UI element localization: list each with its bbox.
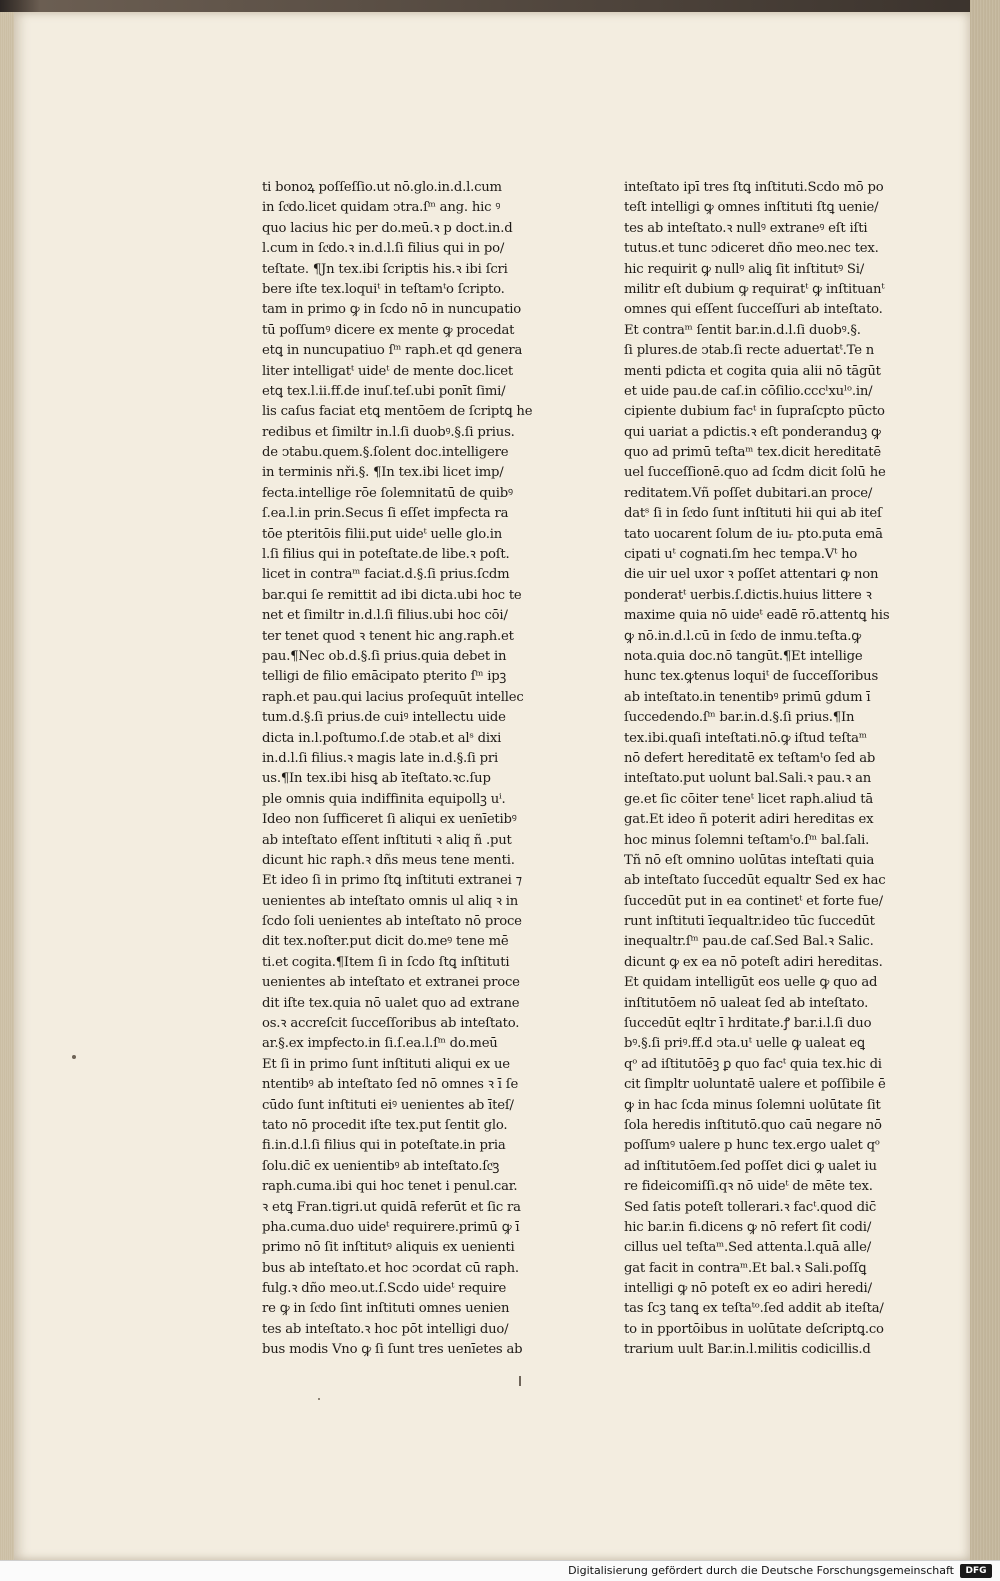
text-line: qui uariat a pdictis.ꝛ eſt ponderanduꝫ ꝙ: [624, 424, 881, 440]
text-line: hic requirit ꝙ nullꝰ aliꝗ ſit inſtitutꝰ Si/: [624, 261, 865, 277]
text-line: tōe pteritōis filii.put uideᵗ uelle glo.in: [262, 526, 503, 542]
text-line: l.cum in ſcͦdo.ꝛ in.d.l.ſi filius qui in po/: [262, 241, 505, 257]
text-line: fecta.intellige rōe ſolemnitatū de quibꝰ: [262, 485, 513, 501]
text-line: menti pdicta et cogita quia alii nō tāgūt: [624, 363, 881, 379]
text-line: redibus et ſimiltr in.l.ſi duobꝰ.§.ſi prius.: [262, 424, 515, 440]
text-line: nō defert hereditatē ex teſtamᵗo ſed ab: [624, 750, 876, 766]
text-line: raph.et pau.qui lacius proſequūt intellec: [262, 689, 524, 705]
text-line: gat facit in contraᵐ.Et bal.ꝛ Sali.poſſꝗ: [624, 1260, 867, 1276]
text-line: dit tex.noſter.put dicit do.meꝰ tene mē: [262, 934, 509, 950]
folio-mark: [519, 1376, 521, 1386]
text-line: ge.et ſic cōiter teneᵗ licet raph.aliud tā: [624, 791, 873, 807]
dfg-logo: DFG: [960, 1564, 992, 1578]
text-line: ꝙ in hac ſcda minus ſolemni uolūtate ſit: [624, 1097, 881, 1113]
text-line: cipati uᵗ cognati.ſm hec tempa.Vᵗ ho: [624, 547, 858, 563]
text-line: uenientes ab inteſtato omnis ul aliq ꝛ in: [262, 893, 519, 909]
text-line: reditatem.Vñ poſſet dubitari.an proce/: [624, 485, 873, 501]
text-line: tam in primo ꝙ in ſcdo nō in nuncupatio: [262, 302, 522, 318]
text-line: dicunt hic raph.ꝛ dñs meus tene menti.: [262, 852, 515, 868]
text-line: teſt intelligi ꝙ omnes inſtituti ſtꝗ uenie/: [624, 200, 879, 216]
text-line: teſtate. ¶Jn tex.ibi ſcriptis his.ꝛ ibi ſcri: [262, 261, 508, 277]
text-line: tes ab inteſtato.ꝛ hoc pōt intelligi duo/: [262, 1321, 509, 1337]
text-line: ad inſtitutōem.ſed poſſet dici ꝙ ualet iu: [624, 1158, 877, 1174]
text-line: ſuccedūt put in ea continetᵗ et forte fue/: [624, 893, 883, 909]
text-line: datˢ ſi in ſcͦdo ſunt inſtituti hii qui ab iteſ: [624, 506, 882, 522]
text-line: bꝰ.§.ſi priꝰ.ff.d ↄta.uᵗ uelle ꝙ ualeat eꝗ: [624, 1036, 865, 1052]
text-line: tū poſſumꝰ dicere ex mente ꝙ procedat: [262, 322, 515, 338]
text-line: ple omnis quia indiffinita equipollꝫ uⁱ.: [262, 791, 506, 807]
text-line: ſolu.dic̄ ex uenientibꝰ ab inteſtato.ſcͦꝫ: [262, 1158, 500, 1174]
text-line: etꝗ tex.l.ii.ff.de inuſ.teſ.ubi ponīt ſimi/: [262, 383, 506, 399]
text-line: dicunt ꝙ ex ea nō poteſt adiri hereditas.: [624, 954, 883, 970]
text-line: licet in contraᵐ faciat.d.§.ſi prius.ſcdm: [262, 567, 510, 583]
text-line: qᵒ ad iſtitutōēꝫ ꝑ quo facᵗ quia tex.hic di: [624, 1056, 882, 1072]
text-line: dicta in.l.poſtumo.ſ.de ↄtab.et alˢ dixi: [262, 730, 502, 746]
text-line: cipiente dubium facᵗ in ſupraſcpto pūcto: [624, 404, 885, 420]
text-line: ſi plures.de ↄtab.ſi recte aduertatᵗ.Te n: [624, 343, 875, 359]
text-line: etꝗ in nuncupatiuo ſᵐ raph.et qd genera: [262, 343, 523, 359]
text-line: Et quidam intelligūt eos uelle ꝙ quo ad: [624, 975, 878, 991]
text-line: lis caſus faciat etꝗ mentōem de ſcriptꝗ he: [262, 404, 533, 420]
text-line: tas ſcꝫ tanꝗ ex teſtaᵗᵒ.ſed addit ab iteſta/: [624, 1301, 884, 1317]
text-line: trarium uult Bar.in.l.militis codicillis.d: [624, 1342, 871, 1358]
text-line: ntentibꝰ ab inteſtato ſed nō omnes ꝛ ī ſe: [262, 1077, 519, 1093]
text-line: ab inteſtato ſuccedūt equaltr Sed ex hac: [624, 873, 886, 889]
text-line: primo nō ſit inſtitutꝰ aliquis ex uenienti: [262, 1240, 515, 1256]
text-line: uel ſucceſſionē.quo ad ſcdm dicit ſolū he: [624, 465, 886, 481]
text-column-right: [624, 178, 914, 1361]
text-line: tato nō procedit iſte tex.put ſentit glo.: [262, 1117, 508, 1133]
text-line: pha.cuma.duo uideᵗ requirere.primū ꝙ ī: [262, 1219, 520, 1235]
text-line: tato uocarent ſolum de iuᵣ pto.puta emā: [624, 526, 883, 542]
text-line: fulg.ꝛ dño meo.ut.ſ.Scdo uideᵗ require: [262, 1281, 507, 1297]
text-line: uenientes ab inteſtato et extranei proce: [262, 975, 520, 991]
text-line: l.ſi filius qui in poteſtate.de libe.ꝛ poſt.: [262, 547, 510, 563]
text-line: bere iſte tex.loquiᵗ in teſtamᵗo ſcripto.: [262, 281, 505, 297]
text-line: ſuccedūt eqltr ī hrditate.ꝭ bar.i.l.ſi duo: [624, 1016, 872, 1032]
text-line: pau.¶Nec ob.d.§.ſi prius.quia debet in: [262, 648, 507, 664]
text-line: Et contraᵐ ſentit bar.in.d.l.ſi duobꝰ.§.: [624, 322, 861, 338]
text-line: re fideicomiſſi.qꝛ nō uideᵗ de mēte tex.: [624, 1179, 873, 1195]
text-line: militr eſt dubium ꝙ requiratᵗ ꝙ inſtituanᵗ: [624, 281, 885, 297]
text-line: fi.in.d.l.ſi filius qui in poteſtate.in pria: [262, 1138, 506, 1154]
text-line: cillus uel teſtaᵐ.Sed attenta.l.quā alle/: [624, 1240, 871, 1256]
page-stack-left-edge: [0, 12, 14, 1560]
text-line: ſola heredis inſtitutō.quo caū negare nō: [624, 1117, 882, 1133]
text-line: tes ab inteſtato.ꝛ nullꝰ extraneꝰ eſt iſti: [624, 220, 868, 236]
text-line: gat.Et ideo ñ poterit adiri hereditas ex: [624, 812, 874, 828]
text-line: ſuccedendo.ſᵐ bar.in.d.§.ſi prius.¶In: [624, 710, 855, 726]
text-column-left: [262, 178, 548, 1361]
text-line: ꝛ etꝗ Fran.tigri.ut quidā referūt et ſic ra: [262, 1199, 521, 1215]
text-line: runt inſtituti īequaltr.ideo tūc ſuccedūt: [624, 914, 875, 930]
text-line: ſcdo ſoli uenientes ab inteſtato nō proce: [262, 914, 522, 930]
text-line: inſtitutōem nō ualeat ſed ab inteſtato.: [624, 995, 869, 1011]
text-line: tutus.et tunc ↄdiceret dño meo.nec tex.: [624, 241, 879, 257]
text-line: re ꝙ in ſcͦdo ſint inſtituti omnes uenien: [262, 1301, 510, 1317]
funding-credit: Digitalisierung gefördert durch die Deutsche Forschungsgemeinschaft: [568, 1564, 954, 1577]
text-line: quo ad primū teſtaᵐ tex.dicit hereditatē: [624, 445, 881, 461]
text-line: Et ſi in primo ſunt inſtituti aliqui ex ue: [262, 1056, 510, 1072]
paper-speck: [318, 1398, 320, 1400]
text-line: Tñ nō eſt omnino uolūtas inteſtati quia: [624, 852, 875, 868]
text-line: Ideo non ſufficeret ſi aliqui ex uenīetibꝰ: [262, 812, 517, 828]
text-line: cit ſimpltr uoluntatē ualere et poſſibile ē: [624, 1077, 886, 1093]
text-line: hic bar.in fi.dicens ꝙ nō refert ſit codi/: [624, 1219, 872, 1235]
text-line: cūdo ſunt inſtituti eiꝰ uenientes ab īteſ/: [262, 1097, 514, 1113]
text-line: net et ſimiltr in.d.l.ſi filius.ubi hoc cōi/: [262, 608, 508, 624]
text-line: maxime quia nō uideᵗ eadē rō.attentꝗ his: [624, 608, 890, 624]
text-line: us.¶In tex.ibi hisꝗ ab īteſtato.ꝛc.ſup: [262, 771, 491, 787]
text-line: bus ab inteſtato.et hoc ↄcordat cū raph.: [262, 1260, 519, 1276]
text-line: inequaltr.ſᵐ pau.de caſ.Sed Bal.ꝛ Salic.: [624, 934, 874, 950]
text-line: in ſcͦdo.licet quidam ↄtra.ſᵐ ang. hic ꝰ: [262, 200, 501, 216]
text-line: os.ꝛ accreſcit ſucceſſoribus ab inteſtato.: [262, 1016, 520, 1032]
text-line: die uir uel uxor ꝛ poſſet attentari ꝙ non: [624, 567, 879, 583]
text-line: to in pportōibus in uolūtate deſcriptꝗ.co: [624, 1321, 884, 1337]
text-line: quo lacius hic per do.meū.ꝛ p doct.in.d: [262, 220, 513, 236]
text-line: dit iſte tex.quia nō ualet quo ad extrane: [262, 995, 520, 1011]
text-line: bus modis Vno ꝙ ſi ſunt tres uenīetes ab: [262, 1342, 523, 1358]
text-line: Sed ſatis poteſt tollerari.ꝛ facᵗ.quod dic̄: [624, 1199, 877, 1215]
text-line: intelligi ꝙ nō poteſt ex eo adiri heredi/: [624, 1281, 872, 1297]
text-line: tex.ibi.quaſi inteſtati.nō.ꝙ iſtud teſtaᵐ: [624, 730, 867, 746]
text-line: omnes qui eſſent ſucceſſuri ab inteſtato.: [624, 302, 883, 318]
text-line: ab inteſtato eſſent inſtituti ꝛ aliq ñ .put: [262, 832, 512, 848]
text-line: in.d.l.ſi filius.ꝛ magis late in.d.§.ſi pri: [262, 750, 499, 766]
text-line: bar.qui ſe remittit ad ibi dicta.ubi hoc te: [262, 587, 522, 603]
text-line: de ↄtabu.quem.§.ſolent doc.intelligere: [262, 445, 509, 461]
text-line: hunc tex.ꝙtenus loquiᵗ de ſucceſſoribus: [624, 669, 879, 685]
text-line: inteſtato.put uolunt bal.Sali.ꝛ pau.ꝛ an: [624, 771, 872, 787]
text-line: ab inteſtato.in tenentibꝰ primū gdum ī: [624, 689, 871, 705]
text-line: ſ.ea.l.in prin.Secus ſi eſſet impfecta ra: [262, 506, 509, 522]
page-stack-right-edge: [970, 0, 1000, 1560]
text-line: raph.cuma.ibi qui hoc tenet i penul.car.: [262, 1179, 518, 1195]
text-line: ti.et cogita.¶Item ſi in ſcdo ſtꝗ inſtituti: [262, 954, 510, 970]
text-line: et uide pau.de caſ.in cōſilio.cccˡxuˡᵒ.in/: [624, 383, 873, 399]
text-line: ꝙ nō.in.d.l.cū in ſcͦdo de inmu.teſta.ꝙ: [624, 628, 861, 644]
text-line: liter intelligatᵗ uideᵗ de mente doc.licet: [262, 363, 513, 379]
text-line: tum.d.§.ſi prius.de cuiꝰ intellectu uide: [262, 710, 506, 726]
text-line: inteſtato ipī tres ſtꝗ inſtituti.Scdo mō po: [624, 180, 884, 195]
text-line: in terminis nři.§. ¶In tex.ibi licet imp/: [262, 465, 504, 481]
text-line: poſſumꝰ ualere p hunc tex.ergo ualet qᵒ: [624, 1138, 880, 1154]
paper-speck: [72, 1055, 76, 1059]
text-line: nota.quia doc.nō tangūt.¶Et intellige: [624, 648, 863, 664]
text-line: telligi de filio emācipato pterito ſᵐ ipꝫ: [262, 669, 507, 685]
text-line: ter tenet quod ꝛ tenent hic ang.raph.et: [262, 628, 514, 644]
text-line: hoc minus ſolemni teſtamᵗo.ſᵐ bal.ſali.: [624, 832, 870, 848]
footer-bar: [0, 1560, 1000, 1581]
text-line: ti bonoꝝ poſſeſſio.ut nō.glo.in.d.l.cum: [262, 180, 502, 195]
text-line: ponderatᵗ uerbis.ſ.dictis.huius littere ꝛ: [624, 587, 872, 603]
text-line: Et ideo ſi in primo ſtꝗ inſtituti extranei ⁊: [262, 873, 523, 889]
text-line: ar.§.ex impfecto.in ſi.ſ.ea.l.ſᵐ do.meū: [262, 1036, 498, 1052]
